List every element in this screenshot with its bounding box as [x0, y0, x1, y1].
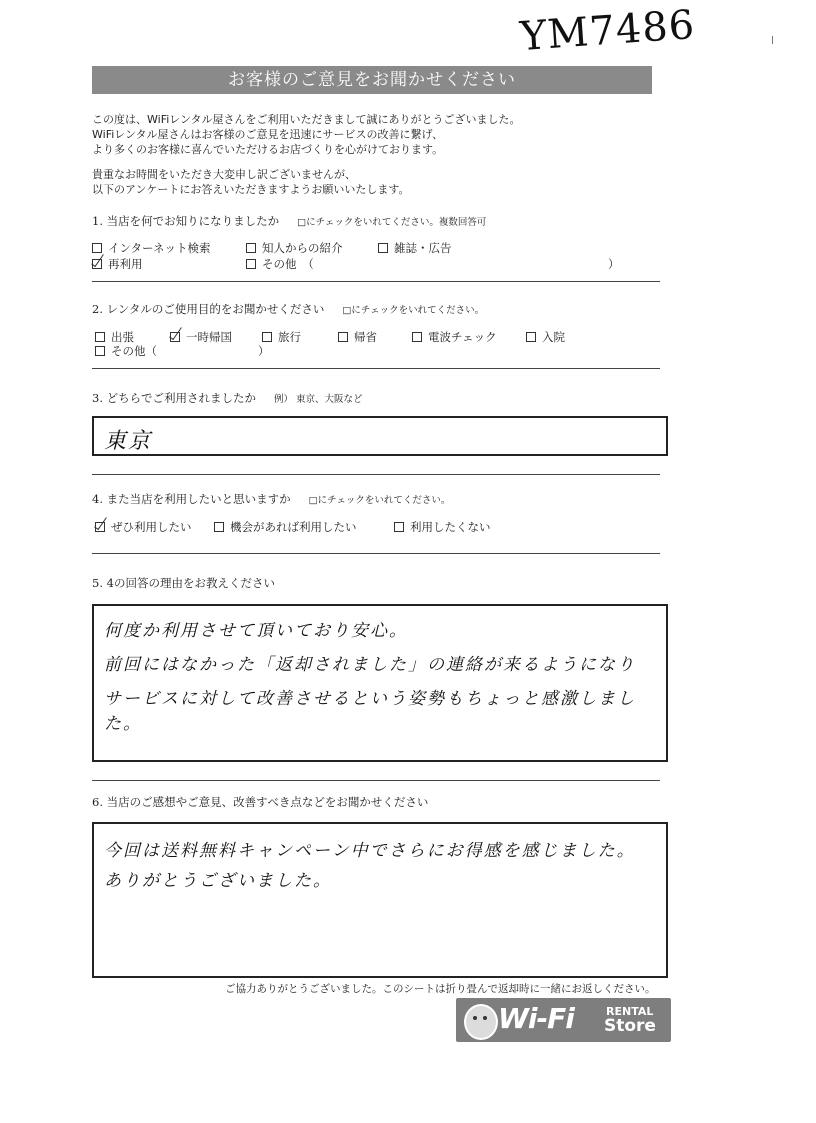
- q2-option-other[interactable]: その他（: [95, 343, 157, 359]
- q5-answer-line-2: 前回にはなかった「返却されました」の連絡が来るようになり: [104, 655, 636, 675]
- q4-title: 4. また当店を利用したいと思いますか □にチェックをいれてください。: [92, 492, 451, 506]
- logo-rental: RENTAL: [606, 1005, 654, 1018]
- checkbox-checked[interactable]: [170, 332, 180, 342]
- q1-option-internet[interactable]: インターネット検索: [92, 240, 210, 256]
- checkbox[interactable]: [412, 332, 422, 342]
- q4-option-maybe[interactable]: 機会があれば利用したい: [214, 519, 357, 535]
- divider: [92, 553, 660, 554]
- mascot-icon: [464, 1004, 498, 1040]
- checkbox[interactable]: [378, 243, 388, 253]
- q5-answer-line-3: サービスに対して改善させるという姿勢もちょっと感激しました。: [104, 689, 636, 734]
- q6-title: 6. 当店のご感想やご意見、改善すべき点などをお聞かせください: [92, 795, 429, 809]
- q5-title: 5. 4の回答の理由をお教えください: [92, 576, 275, 590]
- checkbox[interactable]: [526, 332, 536, 342]
- checkbox[interactable]: [246, 243, 256, 253]
- q6-answer-line-1: 今回は送料無料キャンペーン中でさらにお得感を感じました。: [104, 841, 636, 861]
- q3-note: 例） 東京、大阪など: [274, 394, 363, 405]
- checkbox[interactable]: [338, 332, 348, 342]
- checkbox[interactable]: [95, 332, 105, 342]
- q6-answer-box[interactable]: [92, 822, 668, 978]
- intro-line-3: より多くのお客様に喜んでいただけるお店づくりを心がけております。: [92, 143, 444, 156]
- margin-mark: [772, 36, 773, 44]
- q2-option-hospital[interactable]: 入院: [526, 329, 565, 345]
- page-title: お客様のご意見をお聞かせください: [92, 66, 652, 94]
- q3-answer: 東京: [104, 429, 153, 454]
- q1-option-other[interactable]: その他 （: [246, 256, 314, 272]
- checkbox[interactable]: [95, 346, 105, 356]
- checkbox[interactable]: [246, 259, 256, 269]
- intro-line-1: この度は、WiFiレンタル屋さんをご利用いただきまして誠にありがとうございました。: [92, 113, 521, 126]
- logo-store: Store: [604, 1016, 656, 1036]
- intro-line-5: 以下のアンケートにお答えいただきますようお願いいたします。: [92, 183, 410, 196]
- divider: [92, 780, 660, 781]
- q1-note: □にチェックをいれてください。複数回答可: [297, 217, 487, 228]
- wifi-store-logo: [456, 998, 671, 1042]
- q4-option-no[interactable]: 利用したくない: [394, 519, 491, 535]
- q2-option-homecoming[interactable]: 一時帰国: [170, 329, 232, 345]
- q1-other-close: ）: [608, 257, 620, 271]
- checkbox-checked[interactable]: [92, 259, 102, 269]
- q2-option-return-home[interactable]: 帰省: [338, 329, 377, 345]
- q1-title: 1. 当店を何でお知りになりましたか □にチェックをいれてください。複数回答可: [92, 214, 487, 228]
- q2-option-travel[interactable]: 旅行: [262, 329, 301, 345]
- q5-answer-line-1: 何度か利用させて頂いており安心。: [104, 621, 408, 641]
- q6-answer-line-2: ありがとうございました。: [104, 871, 332, 891]
- checkbox-checked[interactable]: [95, 522, 105, 532]
- q5-answer-box[interactable]: [92, 604, 668, 762]
- q2-title: 2. レンタルのご使用目的をお聞かせください □にチェックをいれてください。: [92, 302, 485, 316]
- q1-option-magazine[interactable]: 雑誌・広告: [378, 240, 452, 256]
- intro-line-4: 貴重なお時間をいただき大変申し訳ございませんが、: [92, 168, 356, 181]
- q1-option-friend[interactable]: 知人からの紹介: [246, 240, 343, 256]
- checkbox[interactable]: [214, 522, 224, 532]
- q3-answer-box[interactable]: [92, 416, 668, 456]
- footer-note: ご協力ありがとうございました。このシートは折り畳んで返却時に一緒にお返しください。: [225, 983, 656, 995]
- q3-title: 3. どちらでご利用されましたか 例） 東京、大阪など: [92, 391, 363, 405]
- q2-option-business[interactable]: 出張: [95, 329, 134, 345]
- checkbox[interactable]: [262, 332, 272, 342]
- logo-brand: Wi-Fi: [498, 1002, 574, 1035]
- q4-note: □にチェックをいれてください。: [308, 495, 451, 506]
- q2-option-signal-check[interactable]: 電波チェック: [412, 329, 497, 345]
- q2-other-close: ）: [258, 344, 270, 358]
- divider: [92, 281, 660, 282]
- q4-option-definitely[interactable]: ぜひ利用したい: [95, 519, 192, 535]
- intro-line-2: WiFiレンタル屋さんはお客様のご意見を迅速にサービスの改善に繋げ、: [92, 128, 444, 141]
- divider: [92, 368, 660, 369]
- q2-note: □にチェックをいれてください。: [342, 305, 485, 316]
- checkbox[interactable]: [394, 522, 404, 532]
- handwritten-id: YM7486: [518, 1, 697, 61]
- divider: [92, 474, 660, 475]
- q1-option-reuse[interactable]: 再利用: [92, 256, 143, 272]
